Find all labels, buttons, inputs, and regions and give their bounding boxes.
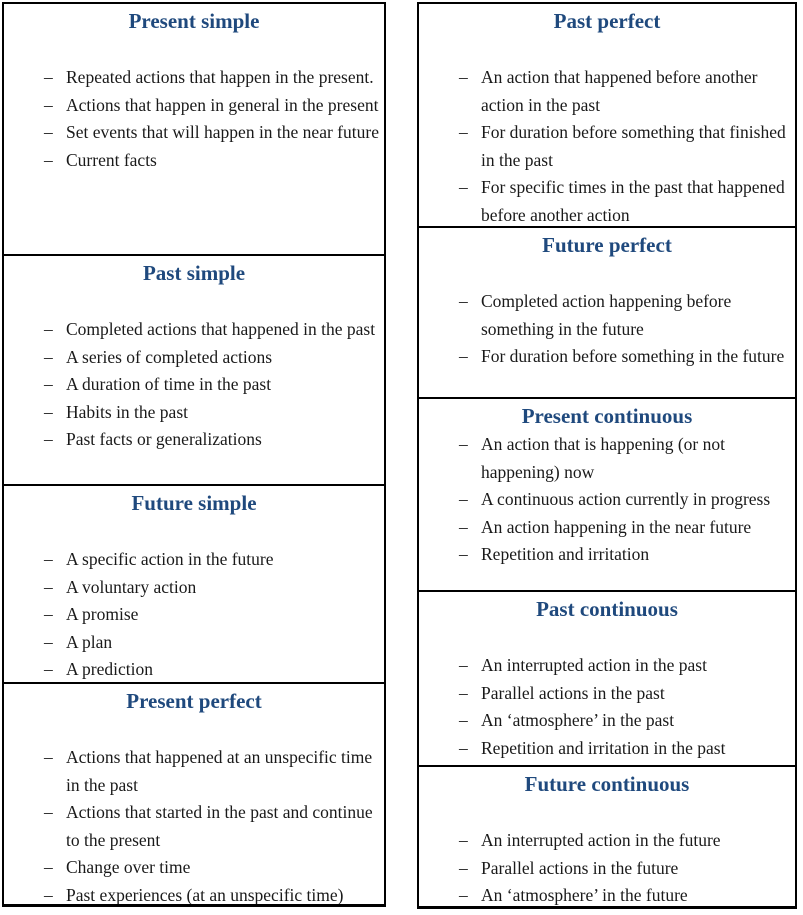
list-item-text: Past facts or generalizations [66, 429, 262, 449]
dash-bullet: – [459, 67, 468, 87]
box-title-present-perfect: Present perfect [126, 689, 262, 713]
dash-bullet: – [459, 737, 468, 758]
list-item [44, 629, 380, 657]
list-item-text: Change over time [66, 857, 191, 877]
list-item [44, 399, 380, 427]
dash-bullet: – [459, 830, 468, 850]
box-title-present-simple: Present simple [128, 9, 260, 33]
tense-box-present-continuous [417, 397, 797, 592]
list-item-text: Completed actions that happened in the past [66, 319, 376, 339]
dash-bullet: – [44, 429, 53, 449]
box-title-future-simple: Future simple [131, 491, 257, 515]
dash-bullet: – [44, 604, 53, 624]
usage-list [4, 316, 384, 454]
dash-bullet: – [459, 885, 468, 905]
list-item [459, 174, 791, 228]
list-item [44, 64, 380, 92]
list-item [44, 882, 380, 908]
usage-list [419, 431, 795, 569]
dash-bullet: – [44, 94, 53, 115]
list-item [44, 371, 380, 399]
list-item [459, 64, 791, 119]
list-item [459, 882, 791, 909]
column-left [2, 2, 386, 907]
dash-bullet: – [44, 374, 53, 394]
dash-bullet: – [459, 489, 468, 509]
list-item-text: A plan [66, 631, 113, 652]
list-item [459, 652, 791, 680]
tense-box-past-simple [2, 254, 386, 486]
list-item [44, 92, 380, 120]
usage-list [4, 546, 384, 684]
list-item-text: A duration of time in the past [66, 374, 272, 394]
dash-bullet: – [44, 802, 53, 822]
dash-bullet: – [44, 631, 53, 652]
tense-box-past-perfect [417, 2, 797, 228]
usage-list [419, 288, 795, 371]
list-item-text: Habits in the past [66, 401, 188, 422]
list-item-text: Repetition and irritation in the past [481, 737, 726, 758]
usage-list [419, 652, 795, 762]
usage-list [4, 64, 384, 174]
list-item [459, 541, 791, 569]
column-right [417, 2, 797, 909]
list-item-text: For duration before something in the future [481, 346, 785, 366]
list-item-text: An ‘atmosphere’ in the future [481, 885, 688, 905]
tense-box-present-perfect [2, 682, 386, 907]
tense-box-future-simple [2, 484, 386, 684]
tense-box-past-continuous [417, 590, 797, 767]
tense-box-future-perfect [417, 226, 797, 399]
list-item [459, 486, 791, 514]
box-title-future-continuous: Future continuous [524, 772, 690, 796]
list-item-text: Set events that will happen in the near future [66, 122, 379, 142]
list-item-text: Actions that started in the past and continue to the present [66, 802, 373, 850]
list-item [44, 601, 380, 629]
list-item-text: Actions that happened at an unspecific time in the past [66, 747, 373, 795]
list-item [459, 119, 791, 174]
list-item-text: For specific times in the past that happened before another action [481, 177, 785, 225]
list-item [459, 514, 791, 542]
list-item [459, 680, 791, 708]
dash-bullet: – [44, 401, 53, 422]
dash-bullet: – [459, 434, 468, 454]
dash-bullet: – [459, 544, 468, 564]
list-item [459, 827, 791, 855]
dash-bullet: – [44, 149, 53, 170]
dash-bullet: – [44, 857, 53, 877]
dash-bullet: – [459, 516, 468, 537]
list-item [44, 546, 380, 574]
list-item [44, 744, 380, 799]
dash-bullet: – [44, 884, 53, 905]
dash-bullet: – [44, 549, 53, 569]
box-title-future-perfect: Future perfect [542, 233, 672, 257]
dash-bullet: – [459, 857, 468, 878]
box-title-past-simple: Past simple [142, 261, 246, 285]
list-item-text: An interrupted action in the past [481, 655, 707, 675]
list-item [459, 431, 791, 486]
list-item [44, 426, 380, 454]
list-item [459, 343, 791, 371]
list-item [459, 707, 791, 735]
dash-bullet: – [44, 346, 53, 367]
dash-bullet: – [44, 576, 53, 597]
dash-bullet: – [44, 319, 53, 339]
list-item [44, 316, 380, 344]
dash-bullet: – [44, 67, 53, 87]
list-item [459, 735, 791, 763]
tense-box-present-simple [2, 2, 386, 256]
list-item-text: An ‘atmosphere’ in the past [481, 710, 675, 730]
list-item [44, 147, 380, 175]
list-item-text: Completed action happening before something in the future [481, 291, 732, 339]
usage-list [419, 64, 795, 228]
dash-bullet: – [44, 122, 53, 142]
list-item [459, 288, 791, 343]
list-item-text: For duration before something that finished in the past [481, 122, 786, 170]
list-item-text: Parallel actions in the future [481, 857, 679, 878]
list-item-text: An action happening in the near future [481, 516, 752, 537]
list-item-text: Repetition and irritation [481, 544, 650, 564]
list-item-text: An action that is happening (or not happening) now [481, 434, 725, 482]
list-item-text: A prediction [66, 659, 153, 679]
list-item [44, 574, 380, 602]
list-item [44, 656, 380, 684]
dash-bullet: – [44, 659, 53, 679]
dash-bullet: – [459, 122, 468, 142]
dash-bullet: – [459, 682, 468, 703]
list-item-text: A continuous action currently in progress [481, 489, 771, 509]
usage-list [419, 827, 795, 909]
list-item-text: Repeated actions that happen in the present. [66, 67, 374, 87]
list-item-text: Parallel actions in the past [481, 682, 665, 703]
list-item-text: Current facts [66, 149, 157, 170]
usage-list [4, 744, 384, 907]
dash-bullet: – [459, 710, 468, 730]
dash-bullet: – [459, 291, 468, 311]
list-item [44, 854, 380, 882]
box-title-past-perfect: Past perfect [553, 9, 661, 33]
tense-box-future-continuous [417, 765, 797, 909]
list-item-text: Actions that happen in general in the present [66, 94, 379, 115]
list-item-text: A specific action in the future [66, 549, 274, 569]
list-item-text: Past experiences (at an unspecific time) [66, 884, 344, 905]
dash-bullet: – [459, 177, 468, 197]
dash-bullet: – [44, 747, 53, 767]
box-title-past-continuous: Past continuous [536, 597, 678, 621]
list-item-text: A promise [66, 604, 139, 624]
dash-bullet: – [459, 655, 468, 675]
list-item-text: An interrupted action in the future [481, 830, 721, 850]
list-item [459, 855, 791, 883]
list-item-text: An action that happened before another action in the past [481, 67, 758, 115]
list-item [44, 119, 380, 147]
box-title-present-continuous: Present continuous [521, 404, 693, 428]
list-item-text: A series of completed actions [66, 346, 273, 367]
list-item [44, 344, 380, 372]
list-item [44, 799, 380, 854]
list-item-text: A voluntary action [66, 576, 197, 597]
dash-bullet: – [459, 346, 468, 366]
